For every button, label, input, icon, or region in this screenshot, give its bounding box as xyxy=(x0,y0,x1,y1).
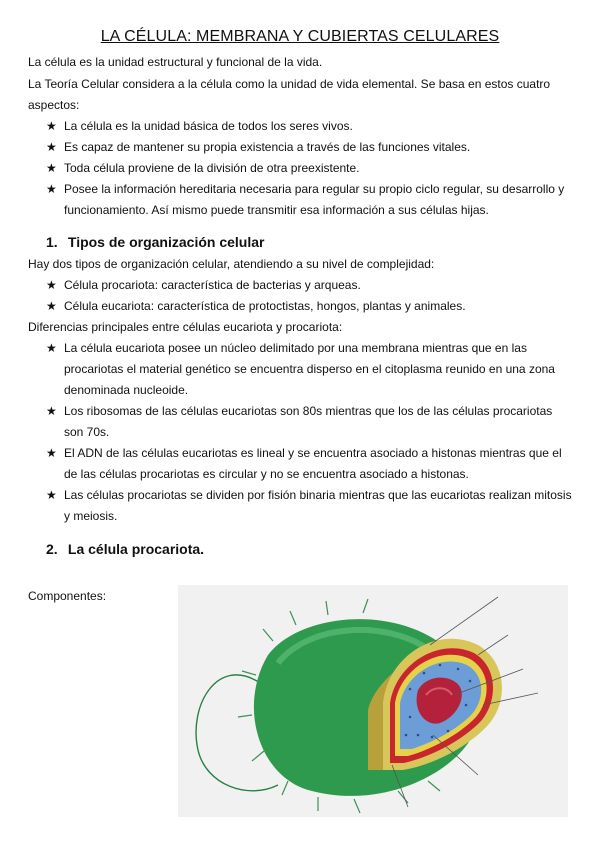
theory-list xyxy=(0,116,600,221)
list-item: ★ Los ribosomas de las células eucariotas son 80s mientras que los de las células procariotas son 70s. xyxy=(0,401,600,443)
list-item: ★ Célula procariota: característica de bacterias y arqueas. xyxy=(0,275,600,296)
intro-line-2: La Teoría Celular considera a la célula como la unidad de vida elemental. Se basa en estos cuatro aspectos: xyxy=(28,77,551,112)
star-bullet-icon: ★ xyxy=(46,404,57,418)
differences-intro: Diferencias principales entre células eucariota y procariota: xyxy=(28,320,343,334)
components-label: Componentes: xyxy=(28,589,107,603)
list-item: ★ Es capaz de mantener su propia existencia a través de las funciones vitales. xyxy=(0,137,600,158)
section-number: 2. xyxy=(46,541,58,557)
star-bullet-icon: ★ xyxy=(46,341,57,355)
list-item: ★ Posee la información hereditaria necesaria para regular su propio ciclo regular, su desarrollo y funcionamiento. Así mismo puede transmitir esa información a sus células hijas. xyxy=(0,179,600,221)
list-item: ★ La célula eucariota posee un núcleo delimitado por una membrana mientras que en las procariotas el material genético se encuentra disperso en el citoplasma reunido en una zona denominada nucleoide. xyxy=(0,338,600,401)
list-item: ★ Toda célula proviene de la división de otra preexistente. xyxy=(0,158,600,179)
prokaryotic-cell-illustration xyxy=(178,585,568,817)
cell-diagram-svg xyxy=(178,585,568,817)
star-bullet-icon: ★ xyxy=(46,161,57,175)
intro-line-1: La célula es la unidad estructural y funcional de la vida. xyxy=(28,55,323,69)
section-title: La célula procariota. xyxy=(67,541,205,557)
list-item: ★ La célula es la unidad básica de todos los seres vivos. xyxy=(0,116,600,137)
list-item: ★ Las células procariotas se dividen por fisión binaria mientras que las eucariotas realizan mitosis y meiosis. xyxy=(0,485,600,527)
page-title: LA CÉLULA: MEMBRANA Y CUBIERTAS CELULARES xyxy=(100,28,500,45)
star-bullet-icon: ★ xyxy=(46,488,57,502)
list-item: ★ El ADN de las células eucariotas es lineal y se encuentra asociado a histonas mientras que el de las células procariotas es circular y no se encuentra asociado a histonas. xyxy=(0,443,600,485)
list-item: ★ Célula eucariota: característica de protoctistas, hongos, plantas y animales. xyxy=(0,296,600,317)
section-title: Tipos de organización celular xyxy=(67,234,265,250)
star-bullet-icon: ★ xyxy=(46,119,57,133)
star-bullet-icon: ★ xyxy=(46,182,57,196)
section-1-intro: Hay dos tipos de organización celular, atendiendo a su nivel de complejidad: xyxy=(28,257,435,271)
star-bullet-icon: ★ xyxy=(46,299,57,313)
cell-types-list xyxy=(0,275,600,317)
section-1-heading xyxy=(46,234,264,250)
star-bullet-icon: ★ xyxy=(46,278,57,292)
section-2-heading xyxy=(46,541,204,557)
section-number: 1. xyxy=(46,234,58,250)
star-bullet-icon: ★ xyxy=(46,140,57,154)
differences-list xyxy=(0,338,600,527)
star-bullet-icon: ★ xyxy=(46,446,57,460)
